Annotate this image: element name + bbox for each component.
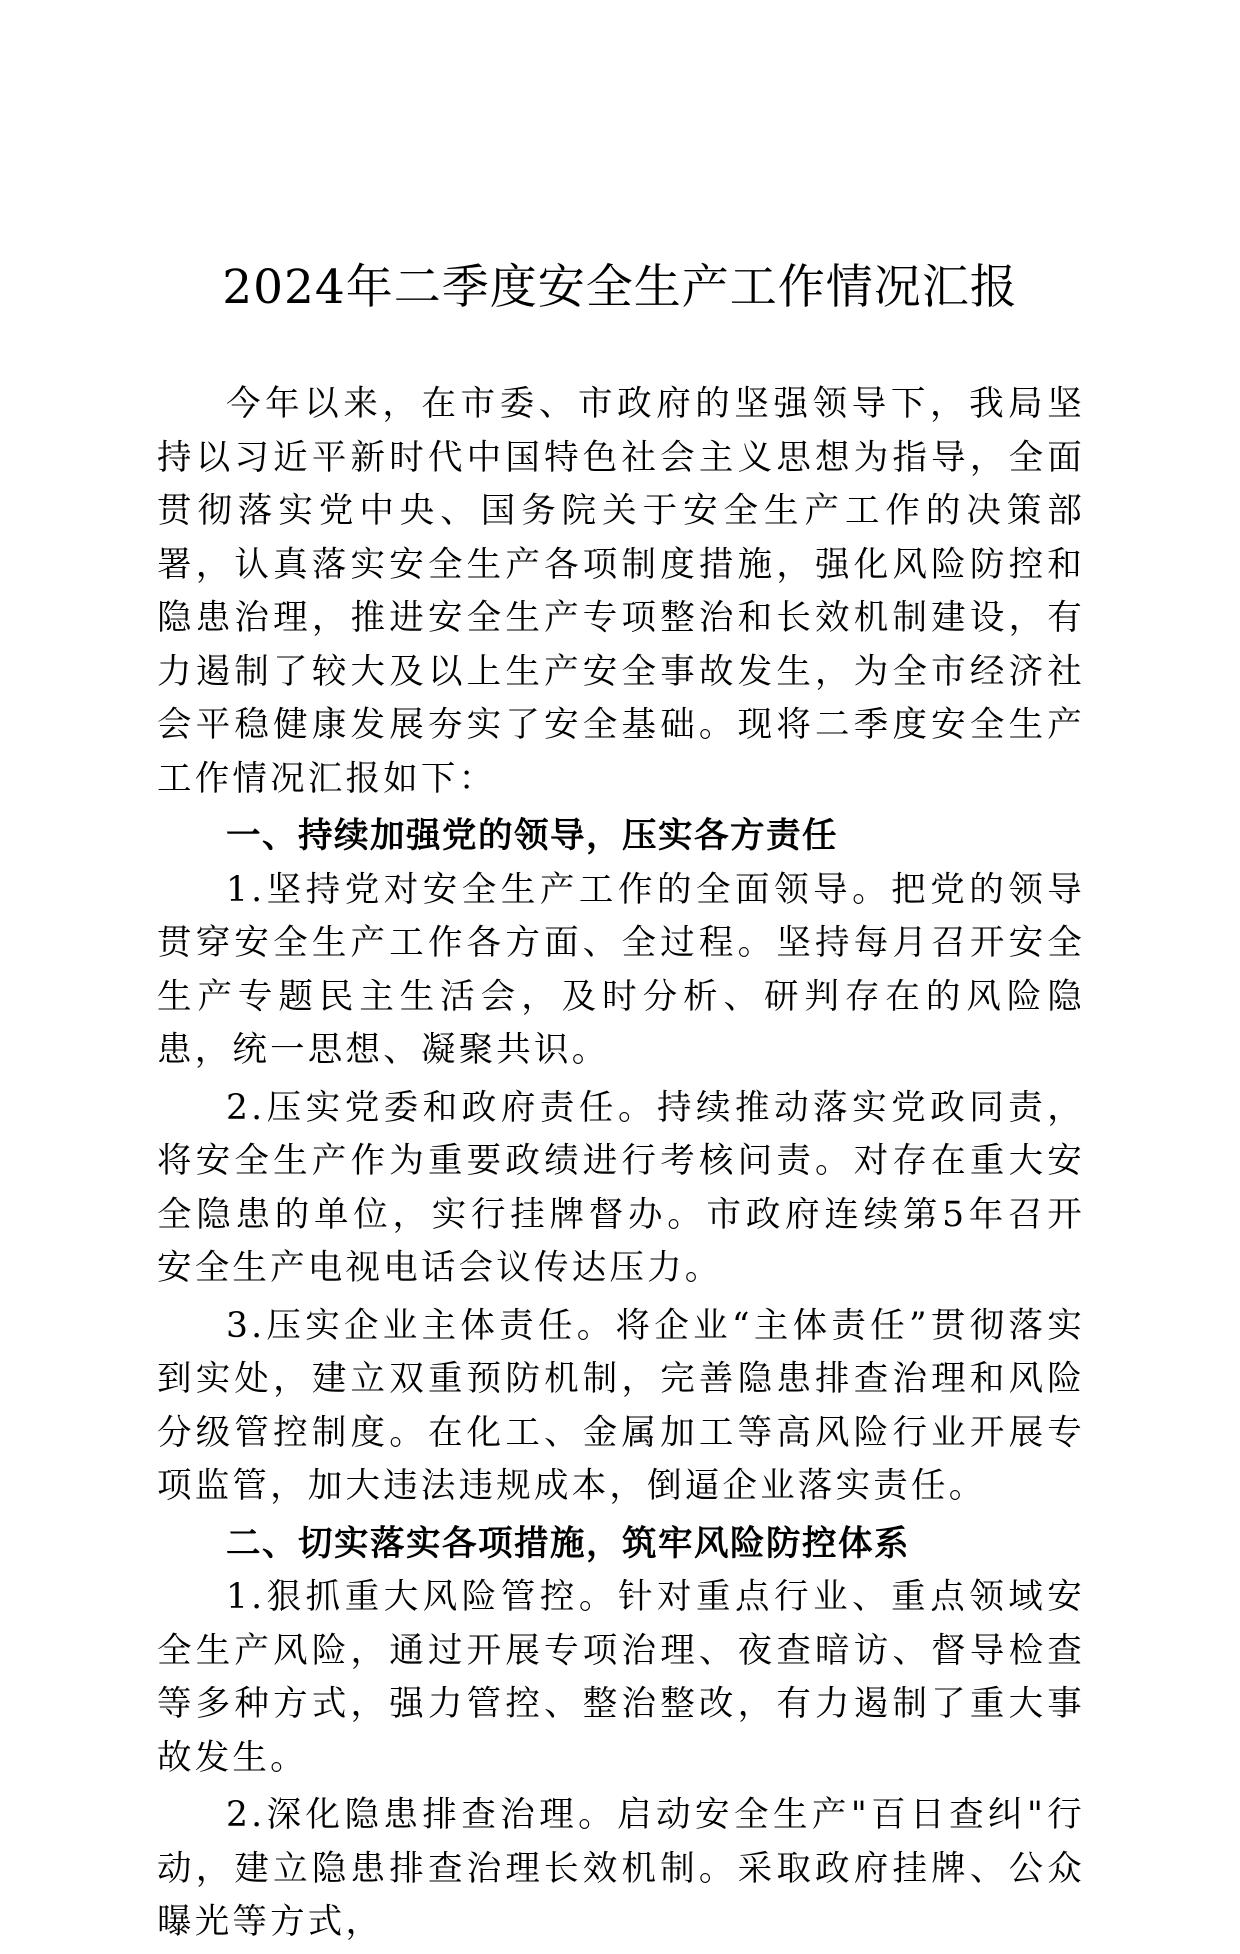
section-2-item-2: 2.深化隐患排查治理。启动安全生产"百日查纠"行动，建立隐患排查治理长效机制。采取政府挂牌、公众曝光等方式，: [157, 1795, 1085, 1942]
section-heading-2: 二、切实落实各项措施，筑牢风险防控体系: [226, 1523, 910, 1564]
intro-paragraph: 今年以来，在市委、市政府的坚强领导下，我局坚持以习近平新时代中国特色社会主义思想为指导，全面贯彻落实党中央、国务院关于安全生产工作的决策部署，认真落实安全生产各项制度措施，强化风险防控和隐患治理，推进安全生产专项整治和长效机制建设，有力遏制了较大及以上生产安全事故发生，为全市经济社会平稳健康发展夯实了安全基础。现将二季度安全生产工作情况汇报如下：: [157, 384, 1085, 799]
section-2-item-1: 1.狠抓重大风险管控。针对重点行业、重点领域安全生产风险，通过开展专项治理、夜查暗访、督导检查等多种方式，强力管控、整治整改，有力遏制了重大事故发生。: [157, 1577, 1085, 1778]
document-title: 2024年二季度安全生产工作情况汇报: [222, 260, 1018, 315]
document-body: [157, 378, 1085, 1954]
section-1-item-2: 2.压实党委和政府责任。持续推动落实党政同责，将安全生产作为重要政绩进行考核问责。对存在重大安全隐患的单位，实行挂牌督办。市政府连续第5年召开安全生产电视电话会议传达压力。: [157, 1087, 1085, 1288]
section-1-item-1: 1.坚持党对安全生产工作的全面领导。把党的领导贯穿安全生产工作各方面、全过程。坚持每月召开安全生产专题民主生活会，及时分析、研判存在的风险隐患，统一思想、凝聚共识。: [157, 869, 1085, 1070]
section-1-item-3: 3.压实企业主体责任。将企业“主体责任”贯彻落实到实处，建立双重预防机制，完善隐患排查治理和风险分级管控制度。在化工、金属加工等高风险行业开展专项监管，加大违法违规成本，倒逼企业落实责任。: [157, 1305, 1085, 1506]
section-heading-1: 一、持续加强党的领导，压实各方责任: [226, 816, 838, 856]
